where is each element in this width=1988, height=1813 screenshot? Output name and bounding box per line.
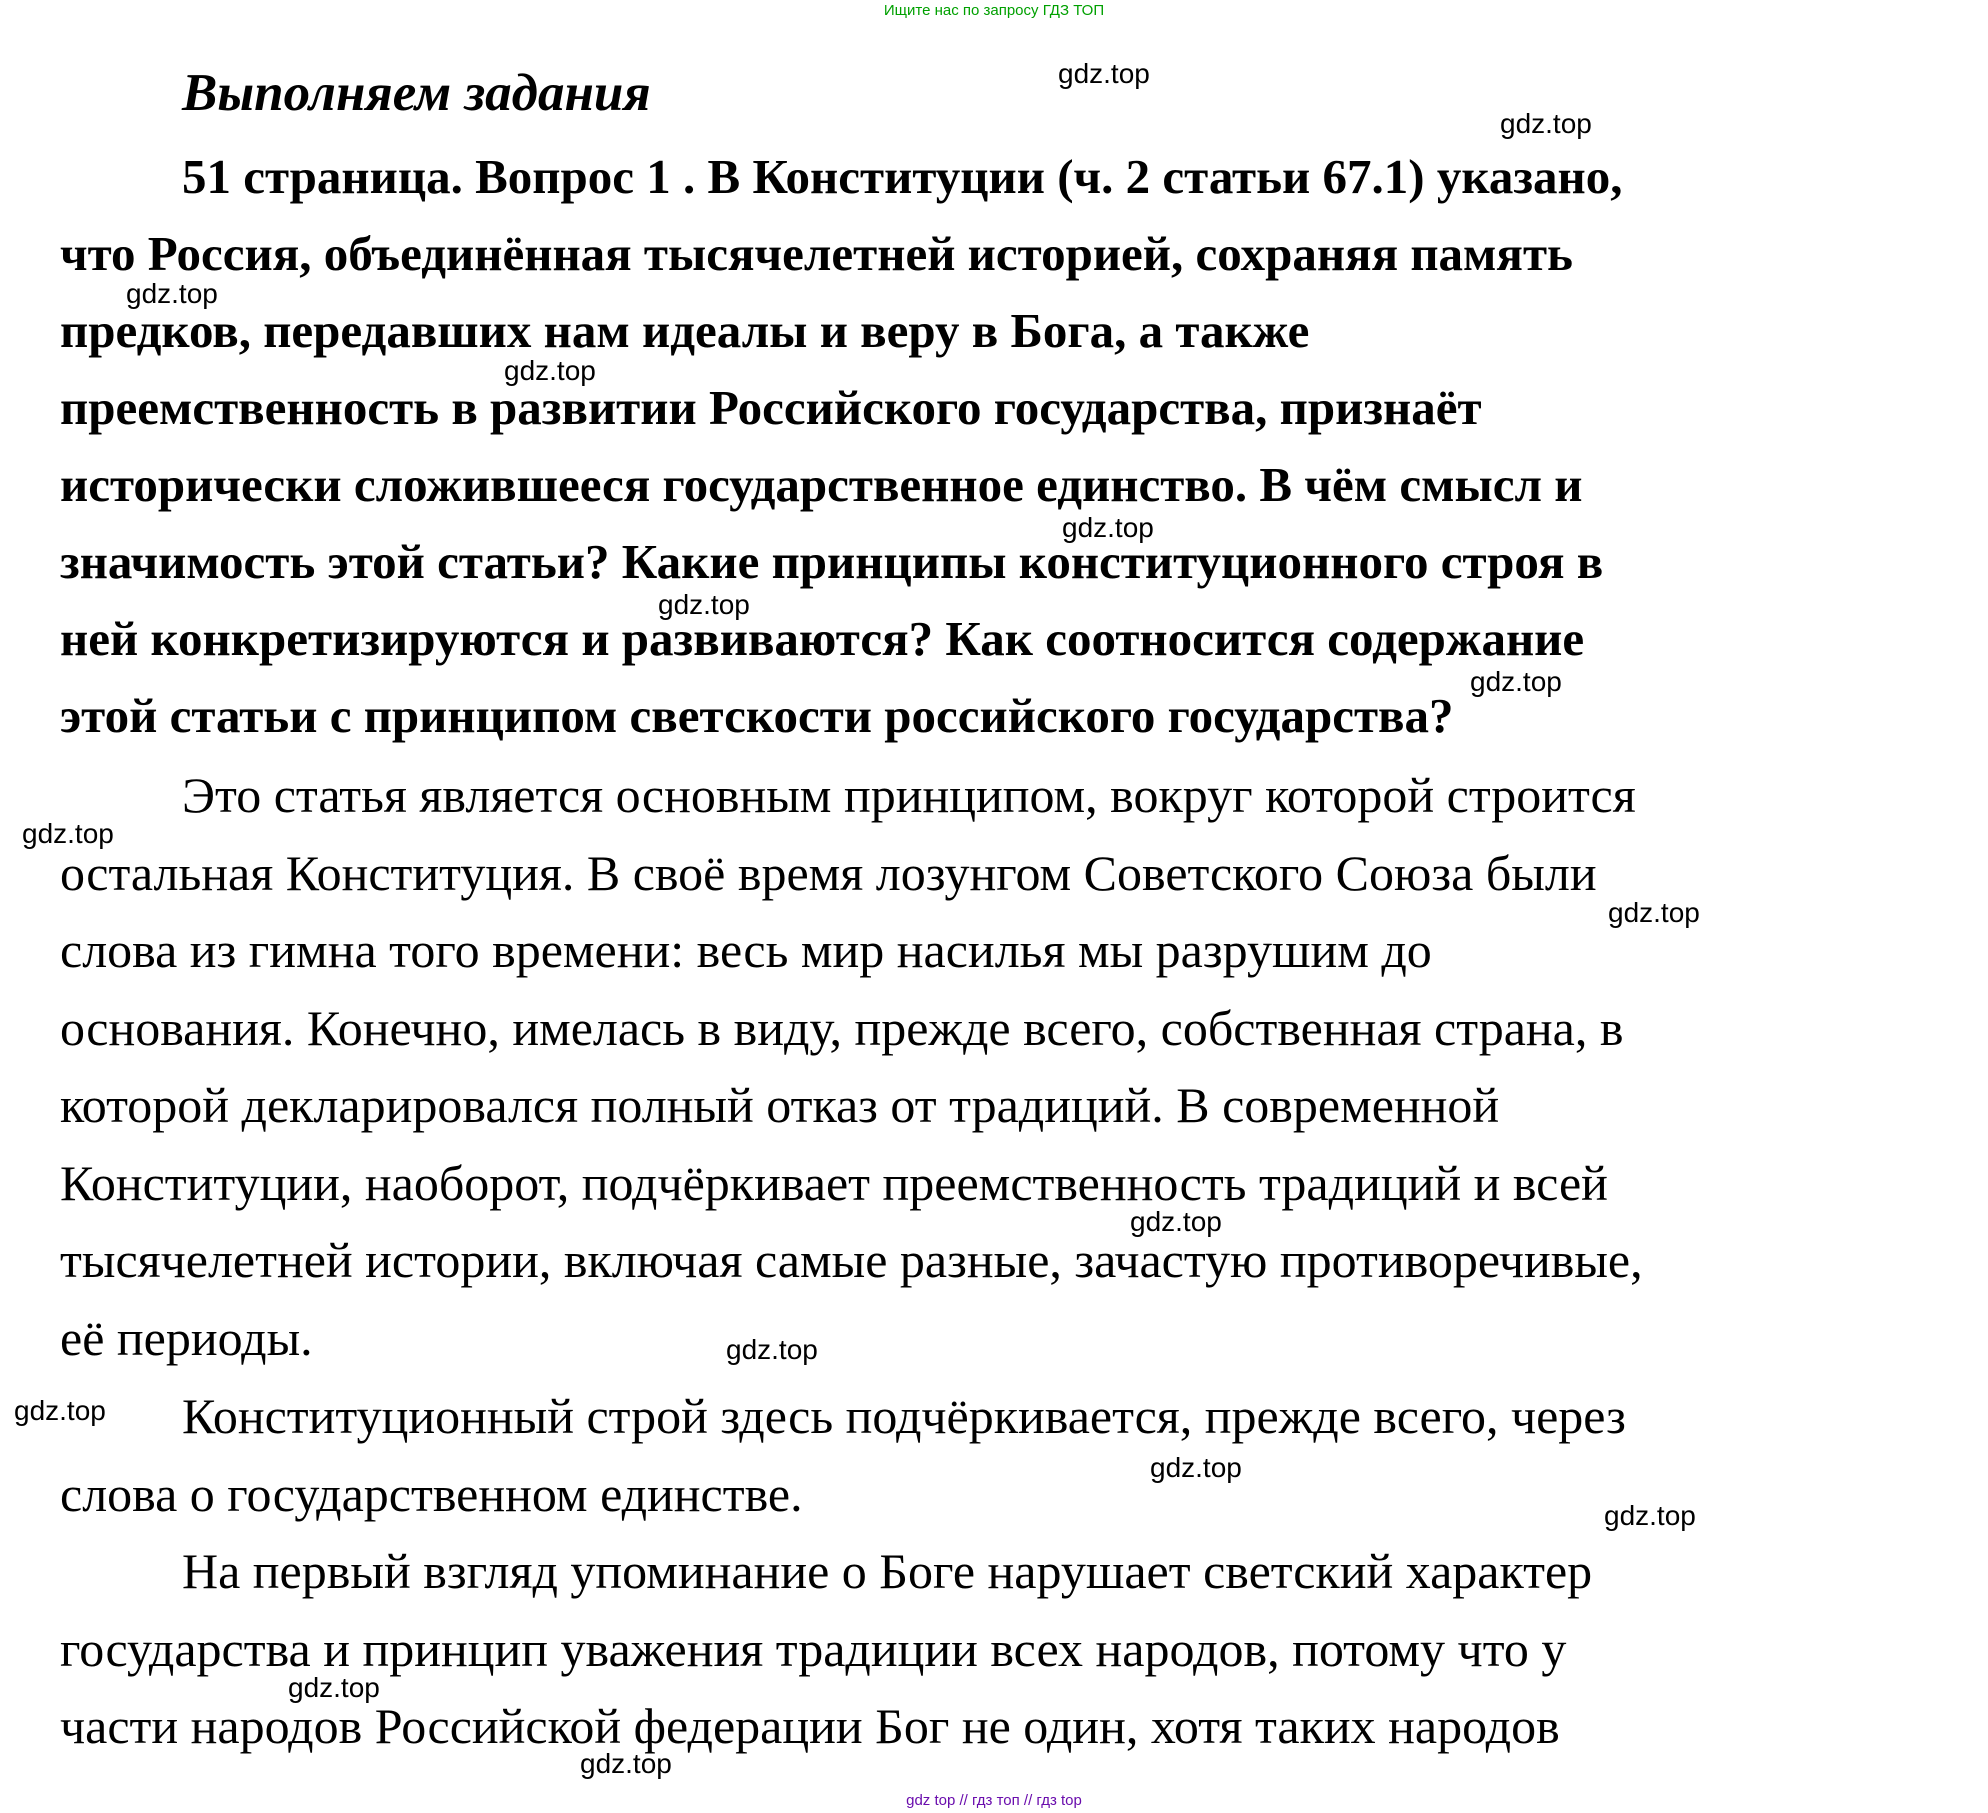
answer-line: остальная Конституция. В своё время лозунгом Советского Союза были — [60, 844, 1597, 901]
watermark-label: gdz.top — [1604, 1500, 1696, 1531]
watermark-label: gdz.top — [1130, 1206, 1222, 1237]
answer-line: Это статья является основным принципом, вокруг которой строится — [182, 767, 1636, 823]
watermark-label: gdz.top — [1608, 897, 1700, 928]
watermark-label: gdz.top — [288, 1672, 380, 1703]
watermark-label: gdz.top — [126, 278, 218, 309]
section-heading: Выполняем задания — [182, 64, 651, 122]
answer-line: На первый взгляд упоминание о Боге нарушает светский характер — [182, 1543, 1593, 1599]
answer-line: её периоды. — [60, 1309, 313, 1366]
watermark-label: gdz.top — [1058, 58, 1150, 89]
question-line: значимость этой статьи? Какие принципы конституционного строя в — [60, 534, 1604, 589]
watermark-label: gdz.top — [1500, 108, 1592, 139]
answer-line: государства и принцип уважения традиции всех народов, потому что у — [60, 1620, 1567, 1677]
question-line: что Россия, объединённая тысячелетней историей, сохраняя память — [60, 226, 1573, 281]
answer-line: основания. Конечно, имелась в виду, прежде всего, собственная страна, в — [60, 999, 1624, 1056]
watermark-label: gdz.top — [658, 589, 750, 620]
answer-line: слова из гимна того времени: весь мир насилья мы разрушим до — [60, 922, 1432, 978]
question-line: преемственность в развитии Российского государства, признаёт — [60, 380, 1482, 435]
top-banner: Ищите нас по запросу ГДЗ ТОП — [883, 2, 1105, 19]
question-line: 51 страница. Вопрос 1 . В Конституции (ч. 2 статьи 67.1) указано, — [182, 149, 1623, 204]
question-line: ней конкретизируются и развиваются? Как соотносится содержание — [60, 611, 1585, 666]
answer-line: которой декларировался полный отказ от традиций. В современной — [60, 1077, 1500, 1133]
footer-links: gdz top // гдз топ // гдз top — [906, 1792, 1082, 1809]
watermark-label: gdz.top — [22, 818, 114, 849]
watermark-label: gdz.top — [726, 1334, 818, 1365]
question-line: этой статьи с принципом светскости российского государства? — [60, 688, 1454, 743]
watermark-label: gdz.top — [504, 355, 596, 386]
answer-line: Конституционный строй здесь подчёркивается, прежде всего, через — [182, 1388, 1626, 1444]
answer-paragraph-3 — [60, 1533, 1940, 1766]
watermark-label: gdz.top — [1470, 666, 1562, 697]
watermark-label: gdz.top — [14, 1395, 106, 1426]
question-paragraph — [60, 138, 1940, 754]
question-line: исторически сложившееся государственное единство. В чём смысл и — [60, 457, 1583, 512]
answer-line: тысячелетней истории, включая самые разные, зачастую противоречивые, — [60, 1232, 1643, 1288]
watermark-label: gdz.top — [1150, 1452, 1242, 1483]
answer-line: слова о государственном единстве. — [60, 1465, 803, 1522]
answer-line: Конституции, наоборот, подчёркивает преемственность традиций и всей — [60, 1154, 1608, 1211]
answer-paragraph-1 — [60, 757, 1940, 1377]
watermark-label: gdz.top — [580, 1748, 672, 1779]
question-line: предков, передавших нам идеалы и веру в Бога, а также — [60, 303, 1310, 358]
watermark-label: gdz.top — [1062, 512, 1154, 543]
answer-line: части народов Российской федерации Бог не один, хотя таких народов — [60, 1698, 1560, 1754]
